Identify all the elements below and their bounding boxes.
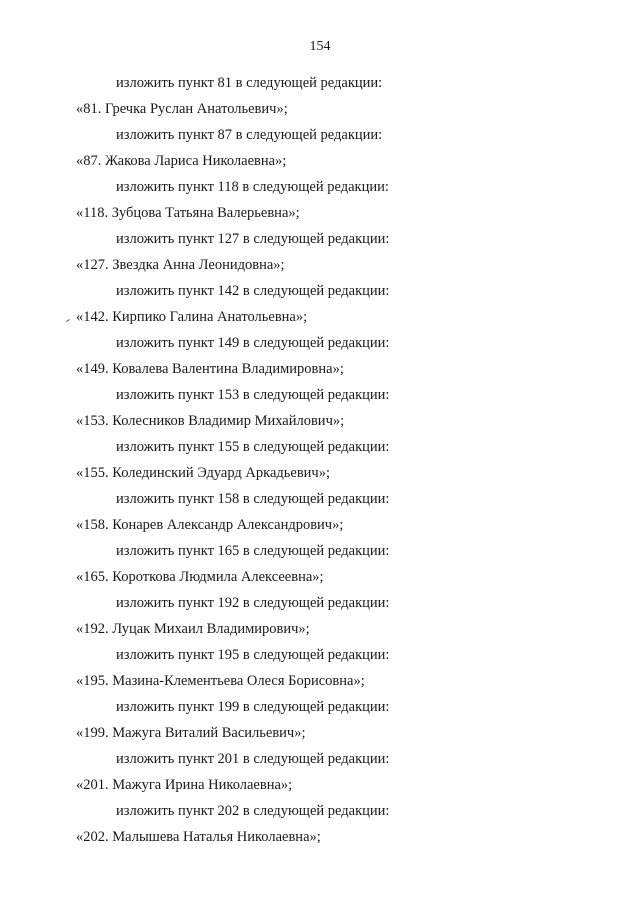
page-number: 154 (309, 39, 331, 54)
amendment-instruction: изложить пункт 199 в следующей редакции: (116, 699, 390, 715)
amendment-entry: «149. Ковалева Валентина Владимировна»; (76, 361, 344, 377)
amendment-entry: «199. Мажуга Виталий Васильевич»; (76, 725, 306, 741)
amendment-instruction: изложить пункт 201 в следующей редакции: (116, 751, 390, 767)
amendment-instruction: изложить пункт 149 в следующей редакции: (116, 335, 390, 351)
amendment-instruction: изложить пункт 127 в следующей редакции: (116, 231, 390, 247)
amendment-instruction: изложить пункт 81 в следующей редакции: (116, 75, 383, 91)
amendment-entry: «192. Луцак Михаил Владимирович»; (76, 621, 310, 637)
amendment-entry: «118. Зубцова Татьяна Валерьевна»; (76, 205, 300, 221)
amendment-instruction: изложить пункт 142 в следующей редакции: (116, 283, 390, 299)
amendment-instruction: изложить пункт 192 в следующей редакции: (116, 595, 390, 611)
amendment-instruction: изложить пункт 165 в следующей редакции: (116, 543, 390, 559)
amendment-entry: «195. Мазина-Клементьева Олеся Борисовна»; (76, 673, 365, 689)
amendment-list (0, 70, 640, 850)
amendment-instruction: изложить пункт 155 в следующей редакции: (116, 439, 390, 455)
amendment-entry: «201. Мажуга Ирина Николаевна»; (76, 777, 293, 793)
amendment-instruction: изложить пункт 153 в следующей редакции: (116, 387, 390, 403)
amendment-entry: «87. Жакова Лариса Николаевна»; (76, 153, 287, 169)
amendment-instruction: изложить пункт 158 в следующей редакции: (116, 491, 390, 507)
amendment-entry: «127. Звездка Анна Леонидовна»; (76, 257, 285, 273)
amendment-entry: «142. Кирпико Галина Анатольевна»; (76, 309, 308, 325)
amendment-entry: «153. Колесников Владимир Михайлович»; (76, 413, 345, 429)
amendment-entry: «202. Малышева Наталья Николаевна»; (76, 829, 321, 845)
amendment-instruction: изложить пункт 195 в следующей редакции: (116, 647, 390, 663)
amendment-instruction: изложить пункт 202 в следующей редакции: (116, 803, 390, 819)
amendment-instruction: изложить пункт 118 в следующей редакции: (116, 179, 389, 195)
amendment-entry: «81. Гречка Руслан Анатольевич»; (76, 101, 288, 117)
amendment-entry: «158. Конарев Александр Александрович»; (76, 517, 344, 533)
amendment-entry: «165. Короткова Людмила Алексеевна»; (76, 569, 324, 585)
amendment-instruction: изложить пункт 87 в следующей редакции: (116, 127, 383, 143)
amendment-entry: «155. Колединский Эдуард Аркадьевич»; (76, 465, 330, 481)
